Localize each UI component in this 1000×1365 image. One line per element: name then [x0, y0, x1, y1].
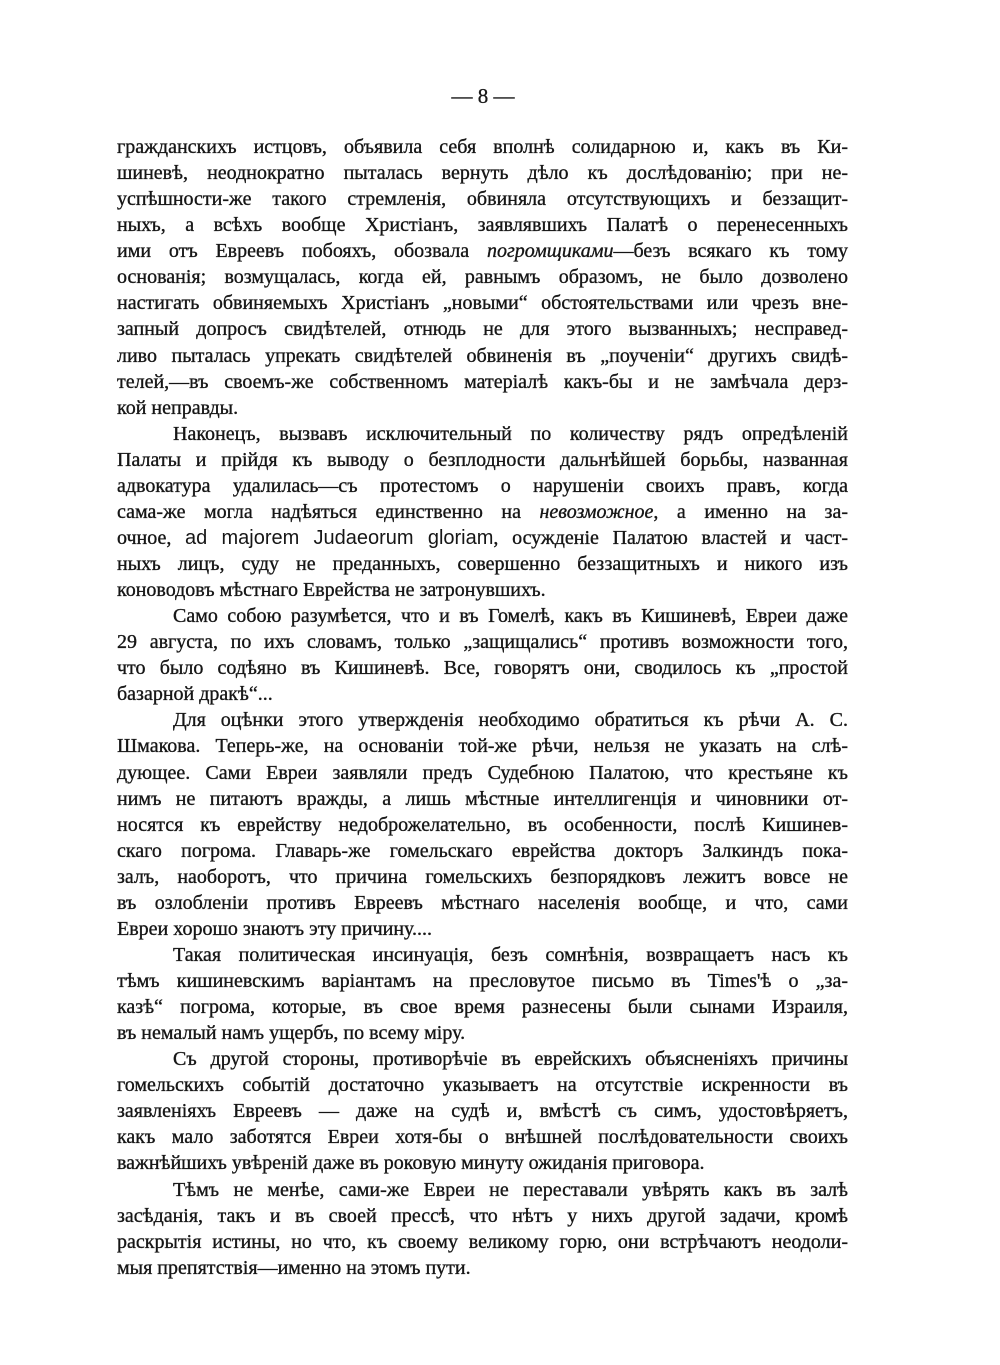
text-line: 29 августа, по ихъ словамъ, только „защищались“ противъ возможности того,	[117, 631, 848, 654]
text-segment: , а именно на за-	[653, 500, 848, 523]
text-line: Съ другой стороны, противорѣчіе въ еврейскихъ объясненіяхъ причины	[173, 1048, 848, 1071]
paragraph	[117, 603, 848, 707]
paragraph	[117, 707, 848, 942]
italic-text: погромщиками	[486, 240, 614, 263]
text-segment: сама-же могла надѣяться единственно на	[117, 500, 540, 523]
text-line: ныхъ, а всѣхъ вообще Христіанъ, заявлявшихъ Палатѣ о перенесенныхъ	[117, 214, 848, 237]
text-line: телей,—въ своемъ-же собственномъ матеріалѣ какъ-бы и не замѣчала дерз-	[117, 370, 848, 393]
text-line: настигать обвиняемыхъ Христіанъ „новыми“ обстоятельствами или чрезъ вне-	[117, 292, 848, 315]
text-line: основанія; возмущалась, когда ей, равнымъ образомъ, не было дозволено	[117, 266, 848, 289]
body-text	[117, 134, 848, 1281]
text-line: важнѣйшихъ увѣреній даже въ роковую минуту ожиданія приговора.	[117, 1152, 705, 1175]
text-line: залъ, наоборотъ, что причина гомельскихъ безпорядковъ лежитъ вовсе не	[117, 865, 848, 888]
latin-phrase: ad majorem Judaeorum gloriam	[185, 526, 494, 549]
text-line: шиневѣ, неоднократно пыталась вернуть дѣло къ дослѣдованію; при не-	[117, 162, 848, 185]
text-line: успѣшности-же такого стремленія, обвиняла отсутствующихъ и беззащит-	[117, 188, 848, 211]
paragraph	[117, 1177, 848, 1281]
paragraph	[117, 942, 848, 1046]
paragraph	[117, 421, 848, 603]
text-line: ливо пыталась упрекать свидѣтелей обвиненія въ „поученіи“ другихъ свидѣ-	[117, 344, 848, 367]
text-line: ныхъ лицъ, суду не преданныхъ, совершенно беззащитныхъ и никого изъ	[117, 553, 848, 575]
text-segment: ими отъ Евреевъ побояхъ, обозвала	[117, 240, 487, 263]
text-line: запный допросъ свидѣтелей, отнюдь не для этого вызванныхъ; несправед-	[117, 318, 848, 341]
text-line: заявленіяхъ Евреевъ — даже на судѣ и, вмѣстѣ съ симъ, удостовѣряетъ,	[117, 1100, 848, 1123]
text-line	[117, 525, 848, 551]
text-line: скаго погрома. Главарь-же гомельскаго еврейства докторъ Залкиндъ пока-	[117, 839, 848, 862]
text-line: носятся къ еврейству недоброжелательно, въ особенности, послѣ Кишинев-	[117, 813, 848, 836]
text-line: коноводовъ мѣстнаго Еврейства не затронувшихъ.	[117, 579, 546, 602]
text-line: мыя препятствія—именно на этомъ пути.	[117, 1256, 471, 1279]
text-line: нимъ не питаютъ вражды, а лишь мѣстные интеллигенція и чиновники от-	[117, 787, 848, 810]
text-line: кой неправды.	[117, 396, 239, 419]
text-line: что было содѣяно въ Кишиневѣ. Все, говорятъ они, сводилось къ „простой	[117, 657, 848, 680]
text-line: Такая политическая инсинуація, безъ сомнѣнія, возвращаетъ насъ къ	[173, 943, 848, 966]
text-line: адвокатура удалилась—съ протестомъ о нарушеніи своихъ правъ, когда	[117, 474, 848, 497]
text-line: Тѣмъ не менѣе, сами-же Евреи не переставали увѣрять какъ въ залѣ	[173, 1178, 848, 1201]
text-line: какъ мало заботятся Евреи хотя-бы о внѣшней послѣдовательности своихъ	[117, 1126, 848, 1149]
text-line: казѣ“ погрома, которые, въ свое время разнесены были сынами Израиля,	[117, 996, 848, 1019]
text-line: въ немалый намъ ущербъ, по всему міру.	[117, 1022, 466, 1045]
text-line: въ озлобленіи противъ Евреевъ мѣстнаго населенія вообще, и что, сами	[117, 891, 848, 914]
text-line: базарной дракѣ“...	[117, 683, 273, 706]
paragraph	[117, 134, 848, 421]
paragraph	[117, 1046, 848, 1176]
text-segment: —безъ всякаго къ тому	[613, 240, 848, 263]
text-line	[117, 499, 848, 525]
text-line: Само собою разумѣется, что и въ Гомелѣ, какъ въ Кишиневѣ, Евреи даже	[173, 605, 848, 628]
text-line	[117, 238, 848, 264]
text-segment: очное,	[117, 526, 186, 549]
text-line: Шмакова. Теперь-же, на основаніи той-же рѣчи, нельзя не указать на слѣ-	[117, 735, 848, 758]
italic-text: невозможное	[539, 500, 654, 523]
text-line: гражданскихъ истцовъ, объявила себя вполнѣ солидарною и, какъ въ Ки-	[117, 136, 848, 158]
text-line: дующее. Сами Евреи заявляли предъ Судебною Палатою, что крестьяне къ	[117, 761, 848, 784]
text-line: Наконецъ, вызвавъ исключительный по количеству рядъ опредѣленій	[173, 422, 848, 445]
text-line: тѣмъ кишиневскимъ варіантамъ на пресловутое письмо въ Times'ѣ о „за-	[117, 970, 848, 992]
text-line: Евреи хорошо знаютъ эту причину....	[117, 917, 433, 940]
text-line: Палаты и прійдя къ выводу о безплодности дальнѣйшей борьбы, названная	[117, 448, 848, 471]
page-number: — 8 —	[451, 84, 515, 108]
text-line: засѣданія, такъ и въ своей прессѣ, что нѣтъ у нихъ другой задачи, кромѣ	[117, 1204, 848, 1227]
text-segment: , осужденіе Палатою властей и част-	[493, 526, 849, 549]
text-line: раскрытія истины, но что, къ своему великому горю, они встрѣчаютъ неодоли-	[117, 1230, 848, 1253]
text-line: гомельскихъ событій достаточно указываетъ на отсутствіе искренности въ	[117, 1074, 848, 1097]
text-line: Для оцѣнки этого утвержденія необходимо обратиться къ рѣчи А. С.	[173, 709, 848, 732]
